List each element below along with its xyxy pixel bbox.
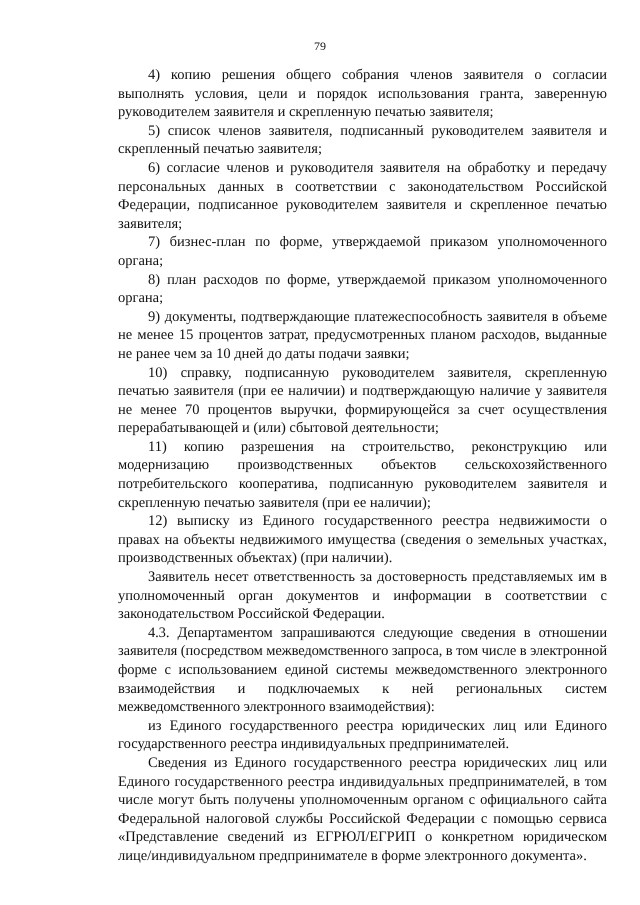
section-4-3-paragraph: 4.3. Департаментом запрашиваются следующие сведения в отношении заявителя (посредством межведомственного запроса, в том числе в электронной форме с использованием единой системы межведомственного электронного взаимодействия и подключаемых к ней региональных систем межведомственного электронного взаимодействия): (118, 624, 607, 716)
list-item-11: 11) копию разрешения на строительство, реконструкцию или модернизацию производственных объектов сельскохозяйственного потребительского кооператива, подписанную руководителем заявителя и скрепленную печатью заявителя (при ее наличии); (118, 438, 607, 511)
list-item-5: 5) список членов заявителя, подписанный руководителем заявителя и скрепленный печатью заявителя; (118, 122, 607, 158)
list-item-7: 7) бизнес-план по форме, утверждаемой приказом уполномоченного органа; (118, 234, 607, 269)
list-item-9: 9) документы, подтверждающие платежеспособность заявителя в объеме не менее 15 процентов затрат, предусмотренных планом расходов, выданные не ранее чем за 10 дней до даты подачи заявки; (118, 308, 607, 362)
list-item-12: 12) выписку из Единого государственного реестра недвижимости о правах на объекты недвижимого имущества (сведения о земельных участках, производственных объектах) (при наличии). (118, 513, 607, 567)
list-item-8: 8) план расходов по форме, утверждаемой приказом уполномоченного органа; (118, 271, 607, 307)
registry-info-paragraph: Сведения из Единого государственного реестра юридических лиц или Единого государственного реестра индивидуальных предпринимателей, в том числе могут быть получены уполномоченным органом с официального сайта Федеральной налоговой службы Российской Федерации с помощью сервиса «Представление сведений из ЕГРЮЛ/ЕГРИП о конкретном юридическом лице/индивидуальном предпринимателе в форме электронного документа». (118, 754, 607, 864)
list-item-4: 4) копию решения общего собрания членов заявителя о согласии выполнять условия, цели и порядок использования гранта, заверенную руководителем заявителя и скрепленную печатью заявителя; (118, 67, 607, 121)
list-item-6: 6) согласие членов и руководителя заявителя на обработку и передачу персональных данных в соответствии с законодательством Российской Федерации, подписанное руководителем заявителя и скрепленное печатью заявителя; (118, 159, 607, 232)
page-number: 79 (314, 39, 326, 53)
responsibility-paragraph: Заявитель несет ответственность за достоверность представляемых им в уполномоченный орган документов и информации в соответствии с законодательством Российской Федерации. (118, 569, 607, 623)
list-item-10: 10) справку, подписанную руководителем заявителя, скрепленную печатью заявителя (при ее наличии) и подтверждающую наличие у заявителя не менее 70 процентов выручки, формирующейся за счет осуществления перерабатывающей и (или) сбытовой деятельности; (118, 364, 607, 437)
registry-source-paragraph: из Единого государственного реестра юридических лиц или Единого государственного реестра индивидуальных предпринимателей. (118, 717, 607, 753)
document-body (118, 66, 607, 866)
